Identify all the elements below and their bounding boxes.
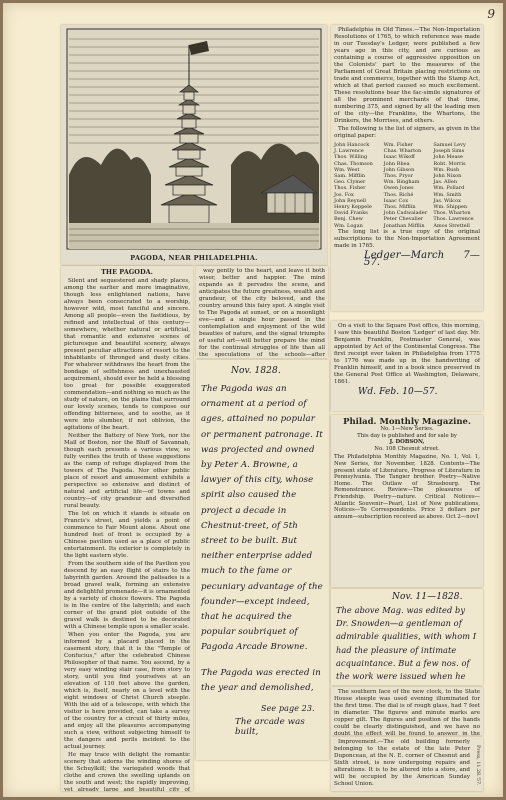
- signer-name: Thos. Willing: [334, 154, 368, 161]
- clipping-closing: The long list is a true copy of the original subscriptions to the Non-Importation Agreement made in 1765.: [334, 228, 480, 249]
- pagoda-article-continuation: [196, 266, 328, 358]
- signer-name: Jas. Allen: [433, 179, 458, 186]
- signer-name: Thos. Fisher: [334, 185, 366, 192]
- pagoda-engraving-illustration: [61, 25, 327, 265]
- signer-name: Sam. Mifflin: [334, 173, 366, 180]
- scrapbook-page: [3, 3, 503, 797]
- signer-name: Wm. Logan: [334, 222, 363, 229]
- handwritten-see-page: See page 23.: [261, 703, 315, 713]
- signers-list: [334, 142, 480, 229]
- magazine-publisher: J. DOBSON,: [389, 439, 425, 446]
- signer-name: Thos. Wharton: [433, 210, 471, 217]
- pagoda-article-clipping: [61, 266, 193, 791]
- signer-name: Samuel Levy: [433, 142, 466, 148]
- clipping-intro-2: The following is the list of signers, as given in the original paper:: [334, 126, 480, 139]
- signer-name: John Rhea: [383, 160, 410, 167]
- signer-name: Owen Jones: [383, 185, 414, 192]
- signer-name: Jonathan Mifflin: [383, 222, 425, 229]
- post-office-clipping: [331, 321, 483, 411]
- clipping-text: Improvement.—The old building formerly belonging to the estate of the late Peter Duponceau, at the N. E. corner of Chesnut and Sixth street, is now undergoing repairs and alterations. It is to be altered into a store, and will be occupied by the American Sunday School Union.: [334, 739, 470, 787]
- handwritten-note-magazine: [331, 589, 483, 685]
- signer-name: J. Lawrence: [334, 148, 364, 155]
- page-number: 9: [487, 7, 495, 21]
- improvement-clipping: [331, 737, 483, 791]
- monthly-magazine-clipping: [331, 415, 483, 587]
- signer-name: Wm. Bingham: [383, 179, 420, 186]
- signer-name: Joseph Sims: [433, 148, 465, 155]
- article-paragraph: When you enter the Pagoda, you are informed by a placard placed in the casement story, that it is the "Temple of Confucius," after the celebrated Chinese Philosopher of that name. You ascend, by a very easy winding stair case, from story to story, until you find yourselves at an elevation of 110 feet above the garden, which is, itself, nearly on a level with the eight windows of Christ Church steeple. With the aid of a telescope, with which the visitor is here provided, can take a survey of the country for a circuit of thirty miles, and enjoy all the pleasures accompanying such a view, without subjecting himself to the dangers and perils incident to the actual journey.: [64, 632, 190, 750]
- signer-name: Jos. Fox: [334, 191, 354, 198]
- signer-name: Henry Keppele: [334, 204, 372, 211]
- article-paragraph: The lot on which it stands is situate on Francis's street, and yields a point of commence to Fair Mount alone. About one hundred feet of front is occupied by a Chinese pavilion used as a place of public entertainment. Its exterior is completely in the light eastern style.: [64, 511, 190, 559]
- state-house-clock-clipping: [331, 687, 483, 735]
- article-paragraph: Silent and sequestered and shady places, among the earlier and more imaginative, though less enlightened nations, have always been consecrated to a worship, however wild, most fanciful and sincere. Among all people—even the fastidious, by refined and intellectual of this century—somewhere, whether natural or artificial, that romantic and extensive scenes of picturesque and beautiful scenery, always present peculiar attractions of resort to the inhabitants of thronged and dusty cities. For whatever withdraws the heart from the bondage of selfishness and unexhausted acquirement, should ever be held a blessing too great for possible exaggerated commendation—and nothing so much as the study of nature, on the plains that surround our lovely scenes, tends to compose our offending bitterness, and to soothe, as it were into slumber, if not oblivion, the agitations of the heart.: [64, 278, 190, 431]
- clipping-text: On a visit to the Square Post office, this morning, I saw this beautiful Boston 'Ledger' of last day. Mr. Benjamin Franklin, Postmaster General, was appointed by Act of the Continental Congress. The first receipt ever taken in Philadelphia from 1775 to 1776 was made up in the handwriting of Franklin himself, and in a book since preserved in the General Post Office at Washington, Delaware, 1861.: [334, 323, 480, 385]
- signer-name: Isaac Cox: [383, 197, 409, 204]
- clipping-intro: Philadelphia in Old Times.—The Non-Importation Resolutions of 1765, to which reference was made in our Tuesday's Ledger, were published a few years ago in this city, and are curious as containing a course of aggressive opposition on the Colonists' part to the measures of the Parliament of Great Britain placing restrictions on trade and commerce, together with the Stamp Act, which at that period caused so much excitement. These resolutions bear the fac-simile signatures of all the prominent merchants of that time, numbering 375, and signed by all the leading men of the city—the Franklins, the Whartons, the Drinkers, the Morrises, and others.: [334, 27, 480, 124]
- magazine-address: No. 108 Chesnut street.: [374, 445, 440, 452]
- article-paragraph: He may trace with delight the romantic scenery that adorns the winding shores of the Schuylkill; the variegated woods that clothe and crown the swelling uplands on the south and west; the rapidly improving, yet already large and beautiful city of: [64, 752, 190, 791]
- non-importation-clipping: [331, 25, 483, 311]
- signer-name: John Mease: [433, 154, 463, 161]
- signer-name: John Cadwalader: [383, 210, 428, 217]
- pagoda-engraving-clipping: [61, 25, 327, 265]
- clipping-text: The southern face of the new clock, to the State House steeple was used evening illuminated for the first time. The dial is of rough glass, had 7 feet in diameter. The figures and minute marks are copper gilt. The figures and position of the hands could be clearly distinguished, and we have no doubt the effect will be found to answer, in the: [334, 689, 480, 735]
- signer-name: Isaac Wikoff: [383, 154, 415, 161]
- engraving-caption: PAGODA, NEAR PHILADELPHIA.: [130, 254, 258, 262]
- handwritten-body: The above Mag. was edited by Dr. Snowden—a gentleman of admirable qualities, with whom I had the pleasure of intimate acquaintance. But a few nos. of the work were issued when he: [336, 605, 477, 682]
- signer-name: Robt. Morris: [433, 160, 466, 167]
- handwritten-body: The Pagoda was an ornament at a period of ages, attained no popular or permanent patronage. It was projected and owned by Peter A. Browne, a lawyer of this city, whose spirit also caused the project a decade in Chestnut-treet, of 5th street to be built. But neither enterprise added much to the fame or pecuniary advantage of the founder—except indeed, that he acquired the popular soubriquet of Pagoda Arcade Browne.: [201, 384, 323, 653]
- magazine-subline: No. 1—New Series.: [380, 426, 434, 432]
- signer-name: Amos Strettell: [433, 222, 470, 229]
- signer-name: Geo. Clymer: [334, 179, 366, 186]
- signer-name: Chas. Wharton: [383, 148, 422, 155]
- signer-name: John Gibson: [383, 166, 415, 173]
- magazine-contents: The Philadelphia Monthly Magazine, No. 1, Vol. 1, New Series, for November, 1828. Contents—The present state of Literature, Progress of Literature in Pennsylvania. The Tangier brother. Poetry—Native Home. The Outlaw of Strasbourg. The Remonstrance. Review—The pleasures of Friendship. Poetry—nature. Critical Notices—Atlantic Souvenir—Pearl, List of New publications, Notices—To Correspondents. Price 3 dollars per annum—subscription received as above. Oct 2—nov1: [334, 454, 480, 520]
- article-heading: THE PAGODA.: [101, 268, 153, 276]
- handwritten-date: Wd. Feb. 10—57.: [358, 387, 438, 397]
- magazine-subline: This day is published and for sale by: [357, 432, 457, 439]
- signer-name: Jas. Wilcox: [433, 197, 461, 204]
- signer-name: Wm. Rush: [433, 166, 460, 173]
- side-label: Press, 11.28.'57.: [475, 745, 480, 786]
- signer-name: Thos. Lawrence: [433, 216, 474, 223]
- signer-name: John Reynell: [334, 197, 366, 204]
- signer-name: Thos. Riché: [383, 191, 414, 198]
- signer-name: Chas. Thomson: [334, 160, 373, 167]
- handwritten-date: Nov. 11—1828.: [392, 592, 463, 602]
- handwritten-ledger-date: Ledger—March 7—57.: [364, 249, 480, 268]
- handwritten-erected-line: The Pagoda was erected in the year and demolished,: [201, 667, 321, 693]
- signer-name: David Franks: [334, 210, 368, 217]
- handwritten-date: Nov. 1828.: [231, 366, 281, 376]
- signer-name: Wm. Shippen: [433, 204, 468, 211]
- magazine-title: Philad. Monthly Magazine.: [343, 417, 471, 427]
- article-paragraph: From the southern side of the Pavilion you descend by an easy flight of stairs to the labyrinth garden. Around the palisades is a broad gravel walk, forming an extensive and delightful promenade—it is ornamented by a variety of choice flowers. The Pagoda is in the centre of the labyrinth; and each corner of the grand plot outside of the gravel walk is destined to be decorated with a Chinese temple upon a smaller scale.: [64, 561, 190, 630]
- signer-name: Wm. Fisher: [383, 142, 413, 148]
- handwritten-note-pagoda: [196, 360, 329, 760]
- article-paragraph: way gently to the heart, and leave it both wiser, better and happier. The mind expands as it pervades the scene, and anticipates the future greatness, wealth and grandeur, of the city beloved, and the country around this fairy spot. A single visit to The Pagoda at sunset, or on a moonlight eve—and a single hour passed in the contemplation and enjoyment of the wild beauties of nature, and the signal triumphs of useful art—will better prepare the mind for the continual struggles of life than all the speculations of the schools—after: [199, 268, 325, 358]
- handwritten-arcade-line: The arcade was built,: [235, 716, 305, 737]
- article-paragraph: Neither the Battery of New York, nor the Mall of Boston, nor the Bluff of Savannah, though each presents a various view, so fully verifies the truth of these suggestions as the camp of refuge displayed from the towers of The Pagoda. Nor other public place of resort and amusement exhibits a perspective so extensive and distinct of natural and artificial life—of towns and country—of city grandeur and diversified rural beauty.: [64, 433, 190, 509]
- signer-name: John Nixon: [433, 173, 462, 180]
- signer-name: Peter Chevalier: [383, 216, 424, 223]
- signer-name: Benj. Chew: [334, 216, 363, 223]
- signer-name: Wm. West: [334, 166, 360, 173]
- signer-name: Thos. Pryor: [383, 173, 413, 180]
- signer-name: Wm. Smith: [433, 191, 462, 198]
- signer-name: Thos. Mifflin: [383, 204, 416, 211]
- signer-name: Wm. Pollard: [433, 185, 465, 192]
- signer-name: John Hancock: [334, 142, 370, 148]
